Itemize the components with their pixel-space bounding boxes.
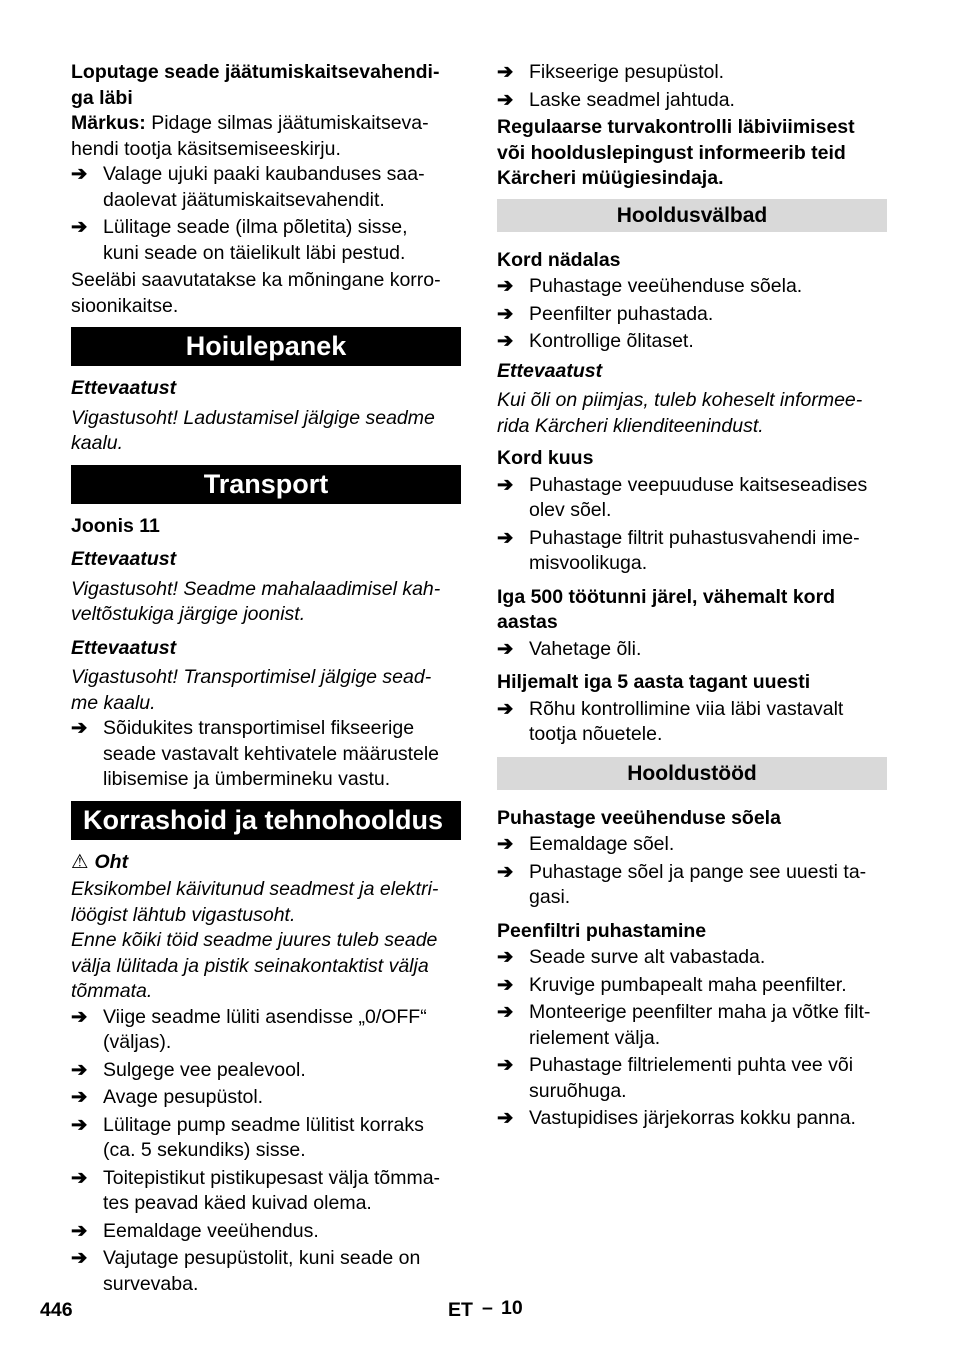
list-item-text: Vahetage õli. — [529, 637, 642, 660]
list-item — [497, 832, 887, 858]
list-item-text: Sulgege vee pealevool. — [103, 1058, 306, 1081]
list-item — [71, 162, 461, 213]
arrow-right-icon: ➔ — [71, 1166, 88, 1189]
list-item-text: Lülitage pump seadme lülitist korraks (ca. 5 sekundiks) sisse. — [103, 1113, 424, 1161]
note-text: Pidage silmas jäätumiskaitseva- hendi tootja käsitsemiseeskirju. — [71, 112, 429, 160]
arrow-right-icon: ➔ — [497, 1107, 514, 1129]
arrow-right-icon: ➔ — [497, 61, 514, 83]
list-item-text: Seade surve alt vabastada. — [529, 946, 766, 968]
interval-heading: Hiljemalt iga 5 aasta tagant uuesti — [497, 671, 811, 693]
arrow-right-icon: ➔ — [71, 1219, 88, 1242]
list-item — [71, 1085, 461, 1111]
danger-text: Enne kõiki töid seadme juures tuleb seade välja lülitada ja pistik seinakontaktist välja tõmmata. — [71, 929, 438, 1002]
figure-reference: Joonis 11 — [71, 514, 160, 537]
arrow-right-icon: ➔ — [497, 860, 514, 883]
interval-heading: Kord kuus — [497, 447, 594, 469]
left-column — [71, 60, 461, 1297]
list-item — [497, 88, 887, 114]
list-item — [71, 1166, 461, 1217]
list-item — [497, 1106, 887, 1132]
caution-label: Ettevaatust — [71, 636, 177, 659]
caution-text: Vigastusoht! Ladustamisel jälgige seadme kaalu. — [71, 406, 435, 454]
arrow-right-icon: ➔ — [497, 330, 514, 352]
list-item-text: Puhastage veeühenduse sõela. — [529, 275, 803, 297]
note-label: Märkus: — [71, 112, 146, 134]
list-item — [497, 473, 887, 524]
caution-text: Vigastusoht! Transportimisel jälgige sead- me kaalu. — [71, 666, 432, 714]
arrow-right-icon: ➔ — [71, 163, 88, 185]
list-item — [71, 215, 461, 266]
list-item-text: Toitepistikut pistikupesast välja tõmma- tes peavad käed kuivad olema. — [103, 1166, 441, 1214]
arrow-right-icon: ➔ — [71, 1247, 88, 1269]
arrow-right-icon: ➔ — [71, 717, 88, 739]
caution-text: Vigastusoht! Seadme mahalaadimisel kah- veltõstukiga järgige joonist. — [71, 577, 441, 625]
section-title-hooldustood: Hooldustööd — [497, 757, 887, 790]
arrow-right-icon: ➔ — [497, 1001, 514, 1023]
list-item-text: Rõhu kontrollimine viia läbi vastavalt tootja nõuetele. — [529, 697, 844, 745]
arrow-right-icon: ➔ — [71, 1058, 88, 1081]
list-item — [71, 1005, 461, 1056]
list-item-text: Puhastage veepuuduse kaitseseadises olev sõel. — [529, 473, 868, 521]
note-paragraph — [71, 111, 461, 162]
list-item-text: Sõidukites transportimisel fikseerige seade vastavalt kehtivatele määrustele libisemise ja ümbermineku vastu. — [103, 717, 440, 790]
list-item-text: Kruvige pumbapealt maha peenfilter. — [529, 973, 847, 996]
interval-heading: Iga 500 töötunni järel, vähemalt kord aastas — [497, 585, 836, 633]
section-title-hoiulepanek: Hoiulepanek — [71, 327, 461, 366]
list-item-text: Avage pesupüstol. — [103, 1086, 264, 1108]
arrow-right-icon: ➔ — [497, 88, 514, 111]
list-item — [497, 945, 887, 971]
right-column — [497, 60, 887, 1132]
list-item-text: Valage ujuki paaki kaubanduses saa- daolevat jäätumiskaitsevahendit. — [103, 163, 425, 211]
arrow-right-icon: ➔ — [71, 1005, 88, 1028]
caution-text: Kui õli on piimjas, tuleb koheselt informee- rida Kärcheri klienditeenindust. — [497, 389, 863, 437]
list-item — [497, 302, 887, 328]
arrow-right-icon: ➔ — [71, 1086, 88, 1108]
paragraph: Seeläbi saavutatakse ka mõningane korro- sioonikaitse. — [71, 269, 441, 317]
arrow-right-icon: ➔ — [497, 473, 514, 496]
danger-text: Eksikombel käivitunud seadmest ja elektri- löögist lähtub vigastusoht. — [71, 878, 439, 926]
danger-label-text: Oht — [94, 850, 129, 873]
footer-dash: – — [482, 1297, 493, 1319]
arrow-right-icon: ➔ — [497, 833, 514, 855]
interval-heading: Kord nädalas — [497, 248, 621, 271]
list-item-text: Eemaldage sõel. — [529, 833, 675, 855]
list-item — [497, 973, 887, 999]
list-item-text: Kontrollige õlitaset. — [529, 330, 694, 352]
caution-label: Ettevaatust — [497, 359, 603, 382]
arrow-right-icon: ➔ — [497, 275, 514, 297]
list-item — [71, 1246, 461, 1297]
arrow-right-icon: ➔ — [497, 637, 514, 660]
list-item-text: Lülitage seade (ilma põletita) sisse, kuni seade on täielikult läbi pestud. — [103, 216, 408, 264]
language-code: ET — [448, 1299, 473, 1321]
list-item — [497, 1000, 887, 1051]
arrow-right-icon: ➔ — [497, 973, 514, 996]
list-item-text: Vastupidises järjekorras kokku panna. — [529, 1107, 856, 1129]
list-item-text: Puhastage sõel ja pange see uuesti ta- gasi. — [529, 860, 867, 908]
list-item-text: Puhastage filtrit puhastusvahendi ime- misvoolikuga. — [529, 526, 860, 574]
task-heading: Peenfiltri puhastamine — [497, 919, 707, 942]
list-item — [71, 1058, 461, 1084]
list-item — [497, 1053, 887, 1104]
list-item-text: Eemaldage veeühendus. — [103, 1219, 319, 1242]
list-item-text: Viige seadme lüliti asendisse „0/OFF“ (väljas). — [103, 1005, 427, 1053]
list-item-text: Puhastage filtrielementi puhta vee või suruõhuga. — [529, 1054, 854, 1102]
section-page-number: 10 — [501, 1297, 523, 1319]
list-item — [497, 860, 887, 911]
danger-label — [71, 850, 461, 876]
arrow-right-icon: ➔ — [497, 697, 514, 720]
task-heading: Puhastage veeühenduse sõela — [497, 806, 781, 829]
list-item-text: Laske seadmel jahtuda. — [529, 88, 735, 111]
list-item — [497, 526, 887, 577]
list-item-text: Vajutage pesupüstolit, kuni seade on survevaba. — [103, 1247, 421, 1295]
page-number: 446 — [40, 1299, 73, 1321]
section-title-hooldusvalbad: Hooldusvälbad — [497, 199, 887, 232]
arrow-right-icon: ➔ — [497, 1054, 514, 1076]
section-title-transport: Transport — [71, 465, 461, 504]
list-item — [71, 1219, 461, 1245]
list-item — [71, 1113, 461, 1164]
warning-triangle-icon: ⚠ — [71, 850, 89, 873]
list-item — [497, 274, 887, 300]
arrow-right-icon: ➔ — [497, 302, 514, 325]
list-item — [71, 716, 461, 793]
arrow-right-icon: ➔ — [71, 1113, 88, 1136]
list-item — [497, 329, 887, 355]
list-item — [497, 637, 887, 663]
caution-label: Ettevaatust — [71, 548, 177, 570]
list-item-text: Peenfilter puhastada. — [529, 302, 714, 325]
arrow-right-icon: ➔ — [71, 216, 88, 238]
arrow-right-icon: ➔ — [497, 526, 514, 549]
list-item-text: Monteerige peenfilter maha ja võtke filt- rielement välja. — [529, 1001, 871, 1049]
section-heading: Loputage seade jäätumiskaitsevahendi- ga läbi — [71, 61, 440, 109]
section-title-korrashoid: Korrashoid ja tehnohooldus — [71, 801, 461, 840]
caution-label: Ettevaatust — [71, 377, 177, 399]
page-footer — [40, 1296, 920, 1324]
list-item — [497, 697, 887, 748]
info-paragraph: Regulaarse turvakontrolli läbiviimisest või hoolduslepingust informeerib teid Kärcheri müügiesindaja. — [497, 116, 855, 189]
list-item-text: Fikseerige pesupüstol. — [529, 61, 725, 83]
arrow-right-icon: ➔ — [497, 946, 514, 968]
list-item — [497, 60, 887, 86]
